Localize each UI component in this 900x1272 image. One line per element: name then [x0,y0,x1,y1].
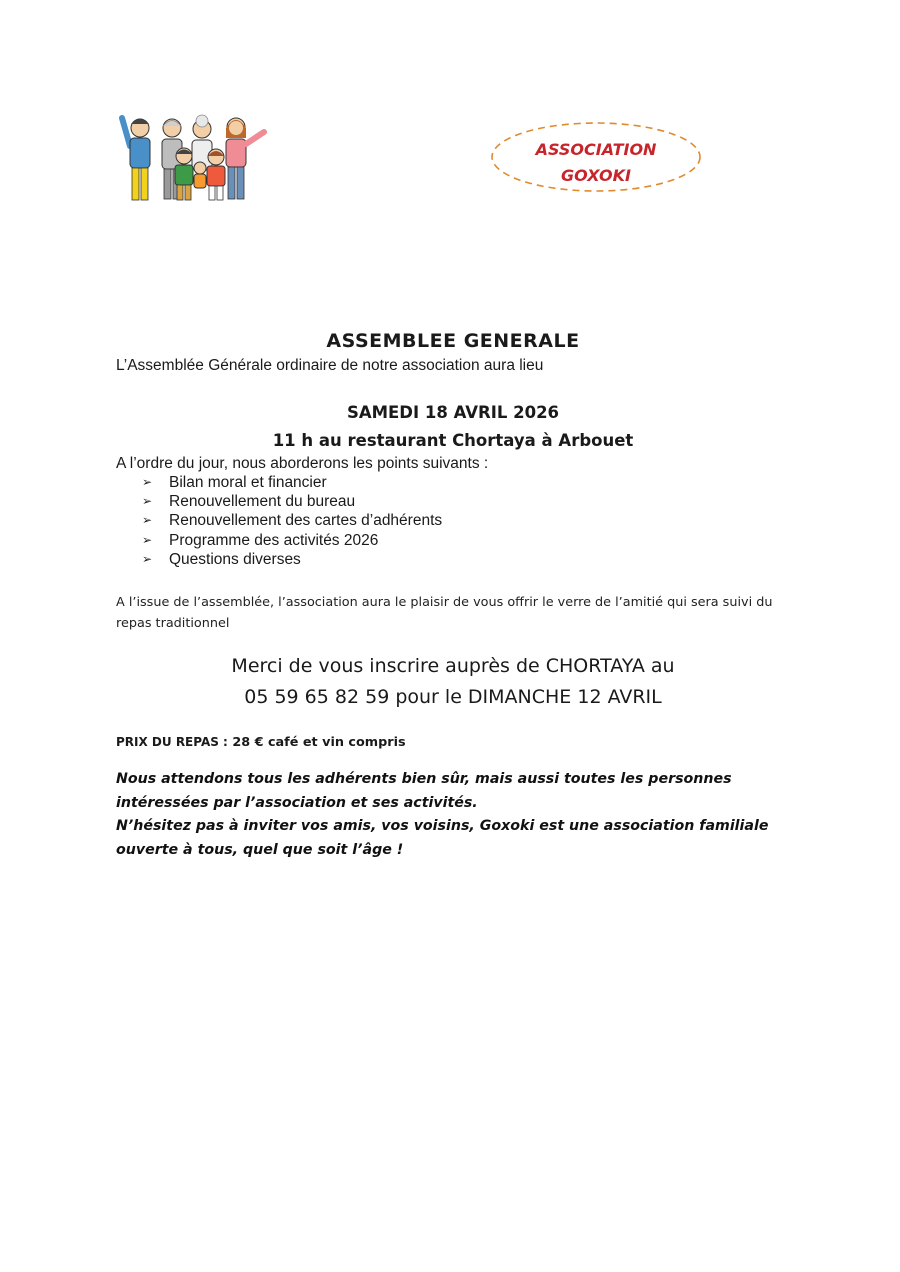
agenda-item [116,473,442,492]
after-meeting-text: A l’issue de l’assemblée, l’association aura le plaisir de vous offrir le verre de l’amitié qui sera suivi du repas traditionnel [116,595,773,631]
association-badge [488,118,704,196]
agenda-item [116,511,442,530]
agenda-item [116,550,442,569]
meal-price-label: PRIX DU REPAS : [116,735,228,749]
closing-line: intéressées par l’association et ses activités. [116,794,478,811]
agenda-item-label: Renouvellement des cartes d’adhérents [169,512,443,530]
agenda-item [116,531,442,550]
arrow-bullet-icon: ➢ [142,475,153,489]
closing-message [116,768,806,862]
agenda-intro: A l’ordre du jour, nous aborderons les points suivants : [116,455,489,472]
agenda-item-label: Programme des activités 2026 [169,531,379,549]
arrow-bullet-icon: ➢ [142,551,153,566]
meeting-intro: L’Assemblée Générale ordinaire de notre association aura lieu [116,357,544,374]
meal-price-value: 28 € café et vin compris [232,735,406,750]
closing-line: ouverte à tous, quel que soit l’âge ! [116,841,404,858]
arrow-bullet-icon: ➢ [142,532,153,547]
meal-price [116,735,406,750]
arrow-bullet-icon: ➢ [142,513,153,528]
signup-line2: 05 59 65 82 59 pour le DIMANCHE 12 AVRIL [244,686,662,708]
agenda-item [116,492,442,511]
meeting-place: 11 h au restaurant Chortaya à Arbouet [272,431,634,450]
closing-line: N’hésitez pas à inviter vos amis, vos voisins, Goxoki est une association familiale [116,818,769,834]
association-name-line1: ASSOCIATION [535,140,657,159]
page-title: ASSEMBLEE GENERALE [326,330,580,352]
family-illustration-icon [112,112,282,208]
meeting-date: SAMEDI 18 AVRIL 2026 [346,403,560,422]
agenda-item-label: Renouvellement du bureau [169,493,356,511]
agenda-list [116,473,442,569]
association-name-line2: GOXOKI [561,166,631,185]
agenda-item-label: Bilan moral et financier [169,474,327,491]
agenda-item-label: Questions diverses [169,550,301,568]
signup-line1: Merci de vous inscrire auprès de CHORTAYA au [231,655,675,677]
closing-line: Nous attendons tous les adhérents bien sûr, mais aussi toutes les personnes [116,771,732,787]
arrow-bullet-icon: ➢ [142,494,153,509]
